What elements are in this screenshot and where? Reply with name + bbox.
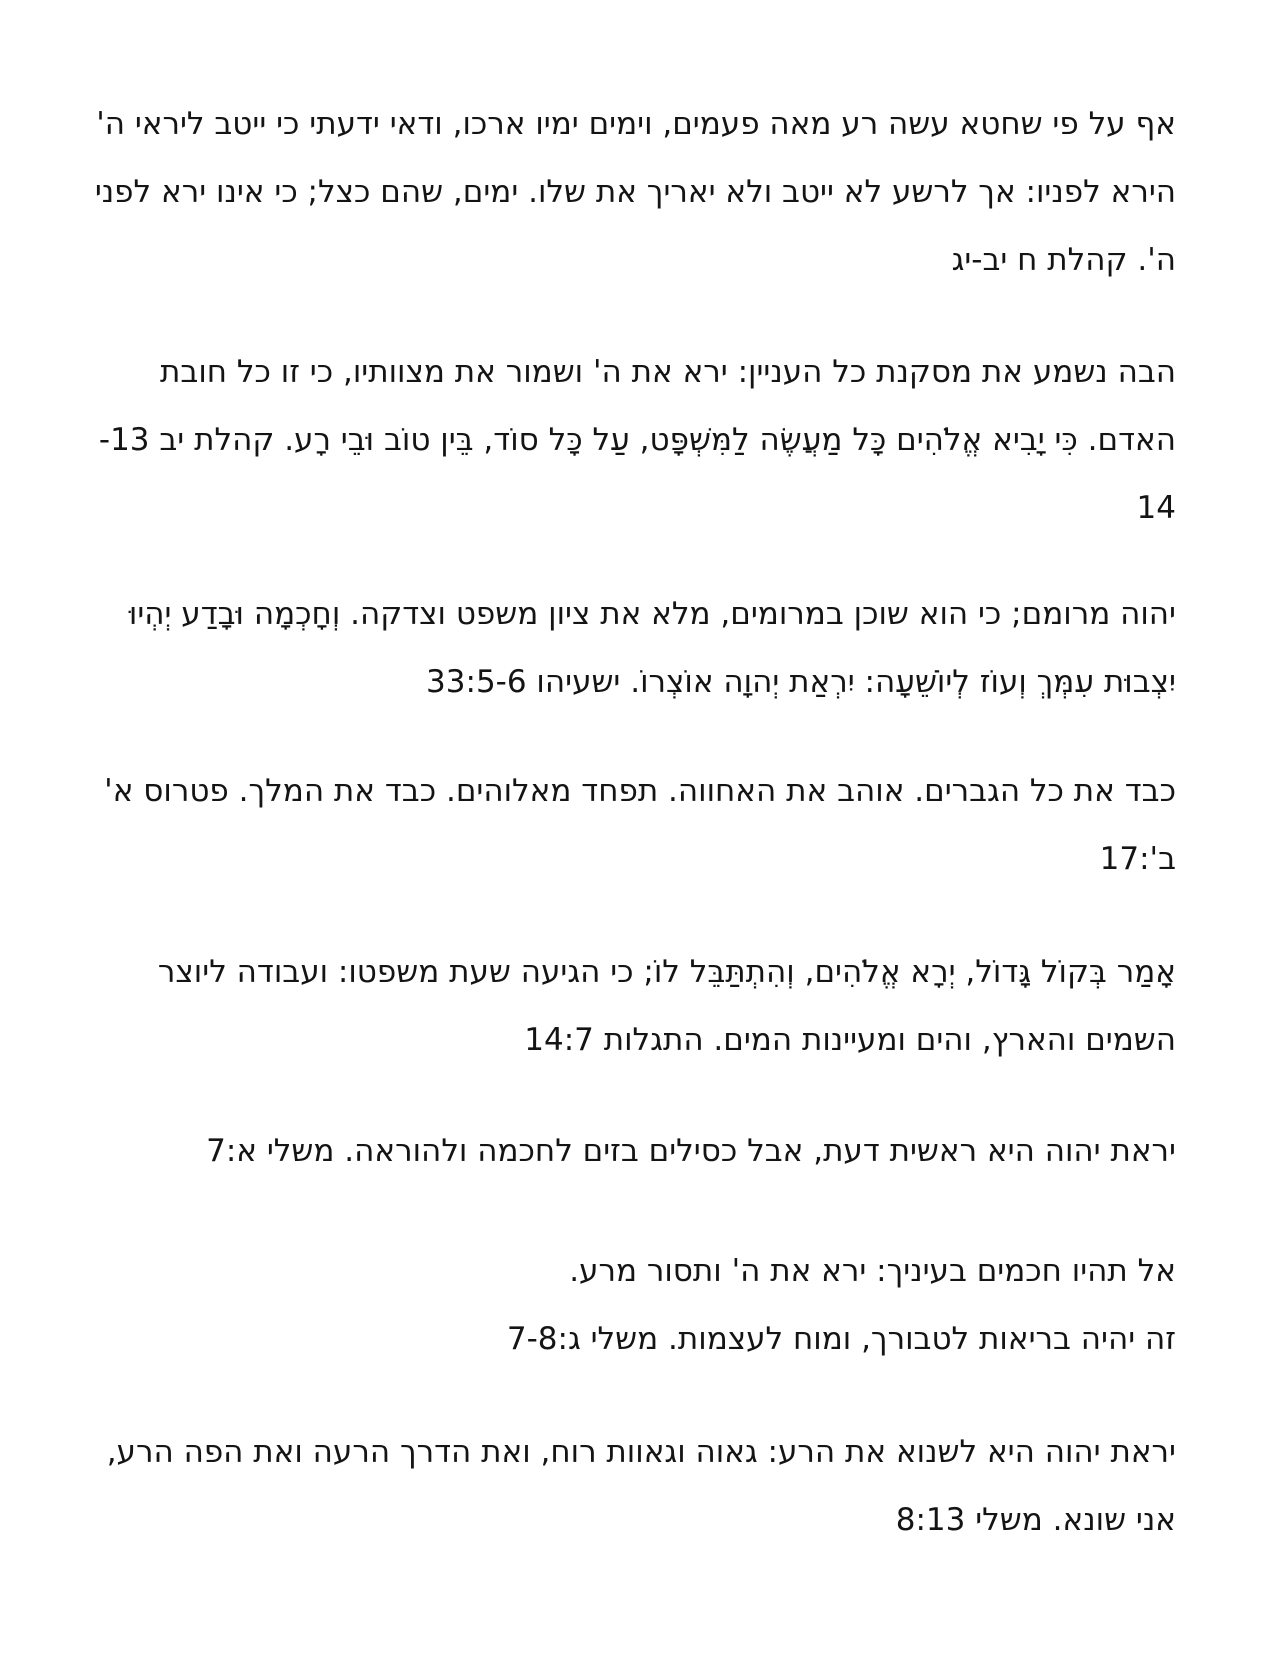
verse-paragraph-ecclesiastes-12	[98, 338, 1176, 542]
verse-line: הירא לפניו: אך לרשע לא ייטב ולא יאריך את שלו. ימים, שהם כצל; כי אינו ירא לפני	[94, 174, 1176, 210]
verse-line: אני שונא. משלי 8:13	[895, 1502, 1176, 1538]
verse-line: הבה נשמע את מסקנת כל העניין: ירא את ה' ושמור את מצוותיו, כי זו כל חובת	[160, 354, 1176, 390]
verse-line: 14	[1136, 490, 1176, 526]
verse-line: כבד את כל הגברים. אוהב את האחווה. תפחד מאלוהים. כבד את המלך. פטרוס א'	[104, 773, 1176, 809]
verse-line: השמים והארץ, והים ומעיינות המים. התגלות 14:7	[524, 1022, 1176, 1058]
verse-line: אָמַר בְּקוֹל גָּדוֹל, יְרָא אֱלֹהִים, וְהִתְתַּבֵּל לוֹ; כי הגיעה שעת משפטו: ועבודה ליוצר	[157, 954, 1176, 990]
verse-paragraph-isaiah-33	[116, 580, 1176, 716]
verse-paragraph-proverbs-3	[116, 1237, 1176, 1373]
verse-line: האדם. כִּי יָבִיא אֱלֹהִים כָּל מַעֲשֶׂה לַמִּשְׁפָּט, עַל כָּל סוֹד, בֵּין טוֹב וּבֵי רָע. קהלת יב 13-	[98, 422, 1176, 458]
verse-line: זה יהיה בריאות לטבורך, ומוח לעצמות. משלי ג:7-8	[506, 1321, 1176, 1357]
verse-line: יראת יהוה היא לשנוא את הרע: גאוה וגאוות רוח, ואת הדרך הרעה ואת הפה הרע,	[106, 1434, 1176, 1470]
verse-line: יהוה מרומם; כי הוא שוכן במרומים, מלא את ציון משפט וצדקה. וְחָכְמָה וּבָדַע יְהְיוּ	[128, 596, 1176, 632]
verse-paragraph-1-peter-2	[104, 757, 1176, 893]
verse-line: יראת יהוה היא ראשית דעת, אבל כסילים בזים לחכמה ולהוראה. משלי א:7	[206, 1133, 1176, 1169]
verse-line: יִצְבוּת עִמְּךְ וְעוֹז לְיוֹשֵׁעָה: יִרְאַת יְהוָה אוֹצְרוֹ. ישעיהו 33:5-6	[426, 664, 1176, 700]
verse-line: ב':17	[1099, 841, 1176, 877]
verse-paragraph-proverbs-1	[116, 1117, 1176, 1185]
verse-paragraph-ecclesiastes-8	[94, 90, 1176, 294]
verse-paragraph-proverbs-8	[106, 1418, 1176, 1554]
verse-line: אל תהיו חכמים בעיניך: ירא את ה' ותסור מרע.	[569, 1253, 1176, 1289]
verse-paragraph-revelation-14	[116, 938, 1176, 1074]
verse-line: אף על פי שחטא עשה רע מאה פעמים, וימים ימיו ארכו, ודאי ידעתי כי ייטב ליראי ה'	[96, 106, 1176, 142]
verse-line: ה'. קהלת ח יב-יג	[951, 242, 1176, 278]
